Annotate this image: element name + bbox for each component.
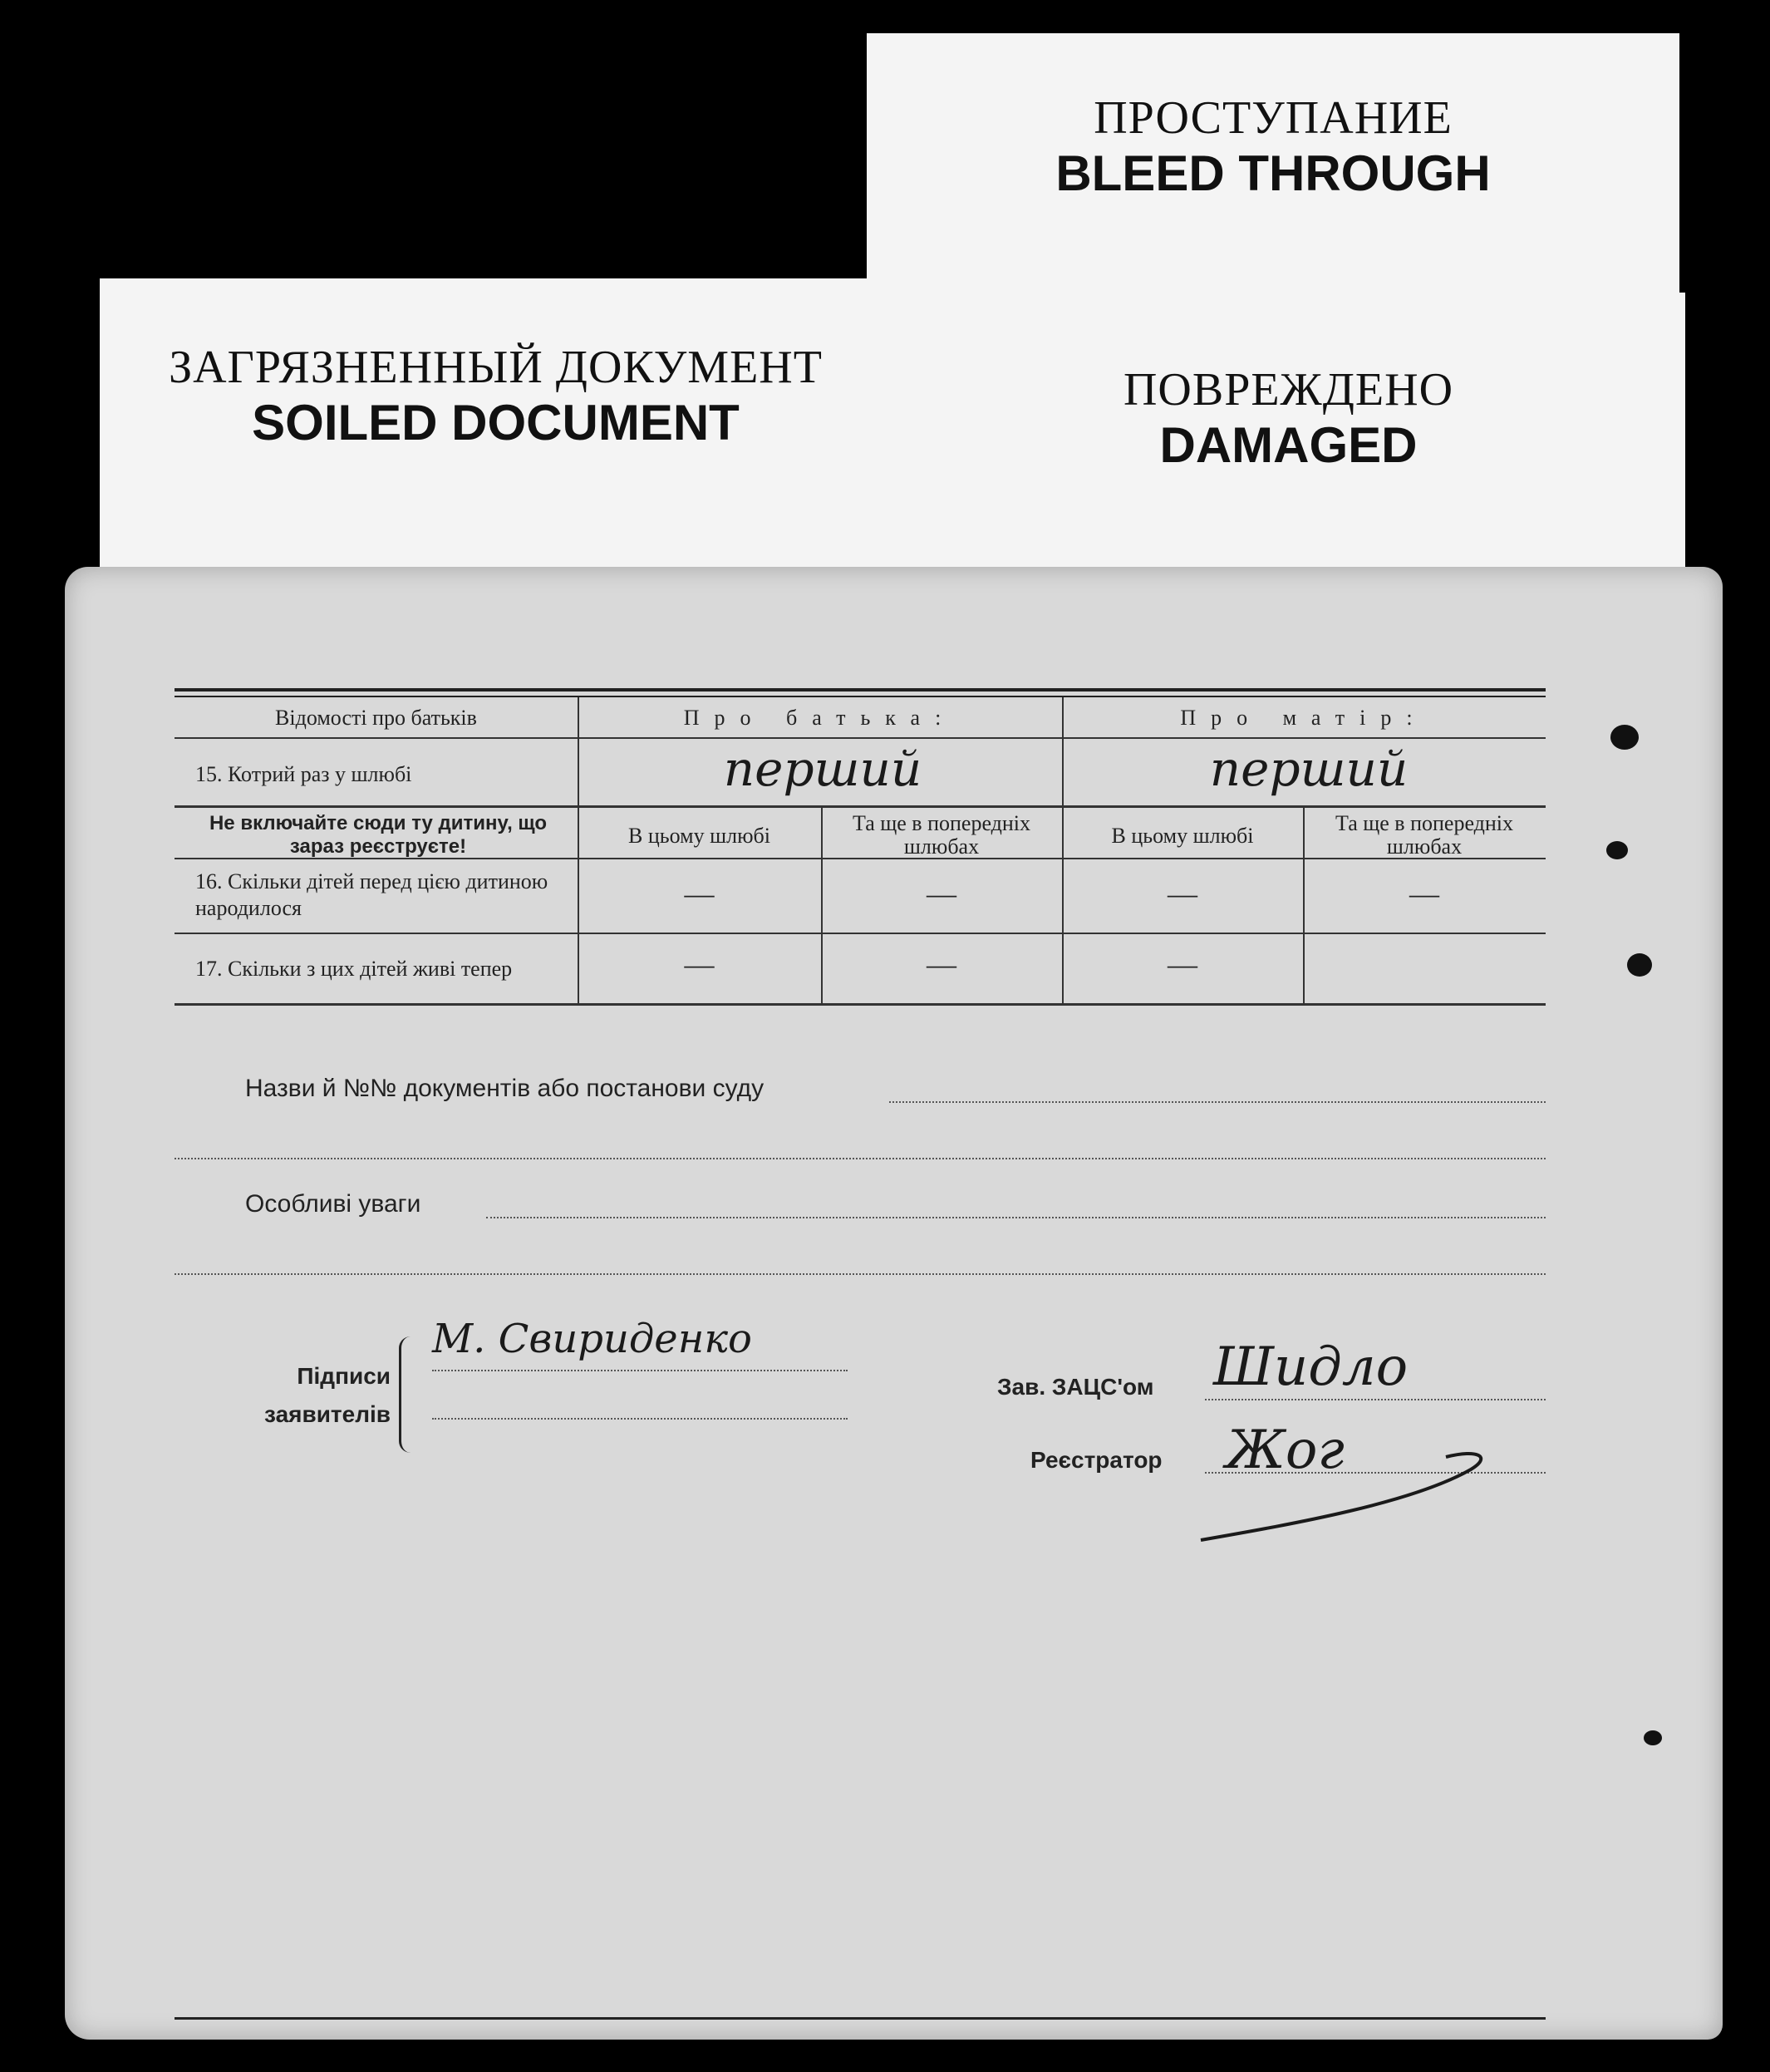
applicants-label: Підписи заявителів <box>264 1363 391 1427</box>
signatures-block <box>175 1316 1546 1503</box>
applicant-signature: М. Свириденко <box>432 1316 752 1362</box>
parents-form <box>175 688 1546 1481</box>
registrar-signature: Жог <box>1226 1420 1345 1481</box>
mother-previous-marriages-header: Та ще в попередніх шлюбах <box>1335 811 1514 859</box>
header-mother: Про матір: <box>1180 706 1428 730</box>
row17-father-this: — <box>684 947 715 981</box>
registrar-label: Реєстратор <box>1030 1447 1163 1473</box>
head-signature: Шидло <box>1213 1336 1409 1398</box>
row16-mother-previous: — <box>1409 877 1439 910</box>
bleed-through-en: BLEED THROUGH <box>1055 145 1491 201</box>
mother-this-marriage-header: В цьому шлюбі <box>1111 824 1254 848</box>
soiled-document-en: SOILED DOCUMENT <box>252 395 740 450</box>
documents-field <box>175 1075 1546 1174</box>
header-father: Про батька: <box>683 706 956 730</box>
remarks-label: Особливі уваги <box>245 1190 421 1218</box>
parents-table <box>175 697 1546 1005</box>
row17-mother-this: — <box>1168 947 1197 981</box>
remarks-field <box>175 1190 1546 1290</box>
top-double-rule <box>175 688 1546 697</box>
row17-father-previous: — <box>927 947 956 981</box>
row17-label: 17. Скільки з цих дітей живі тепер <box>195 957 513 981</box>
head-label: Зав. ЗАЦС'ом <box>997 1374 1154 1400</box>
father-this-marriage-header: В цьому шлюбі <box>628 824 770 848</box>
row15-label: 15. Котрий раз у шлюбі <box>195 762 412 786</box>
bleed-through-ru: ПРОСТУПАНИЕ <box>1094 92 1453 144</box>
soiled-document-ru: ЗАГРЯЗНЕННЫЙ ДОКУМЕНТ <box>169 342 823 393</box>
damaged-card <box>892 293 1685 579</box>
soiled-document-card <box>100 278 892 578</box>
row16-father-previous: — <box>927 877 956 910</box>
damaged-en: DAMAGED <box>1159 417 1418 473</box>
father-previous-marriages-header: Та ще в попередніх шлюбах <box>852 811 1031 859</box>
signature-flourish <box>1197 1444 1496 1553</box>
damage-spot <box>1627 953 1652 977</box>
damage-spot <box>1606 841 1628 859</box>
row16-label: 16. Скільки дітей перед цією дитиною народилося <box>195 869 548 920</box>
applicants-brace <box>399 1336 421 1453</box>
row15-mother-value: перший <box>1209 741 1409 797</box>
damaged-ru: ПОВРЕЖДЕНО <box>1123 364 1454 416</box>
damage-spot <box>1610 725 1639 750</box>
damage-spot <box>1644 1730 1662 1745</box>
row16-mother-this: — <box>1168 877 1197 910</box>
bleed-through-card <box>867 33 1679 301</box>
row15-father-value: перший <box>723 741 922 797</box>
documents-label: Назви й №№ документів або постанови суду <box>245 1075 765 1102</box>
bottom-rule <box>175 2017 1546 2020</box>
header-parents: Відомості про батьків <box>275 706 477 730</box>
exclusion-note: Не включайте сюди ту дитину, що зараз реєструєте! <box>209 812 548 858</box>
document-page <box>65 567 1723 2040</box>
row16-father-this: — <box>684 877 715 910</box>
